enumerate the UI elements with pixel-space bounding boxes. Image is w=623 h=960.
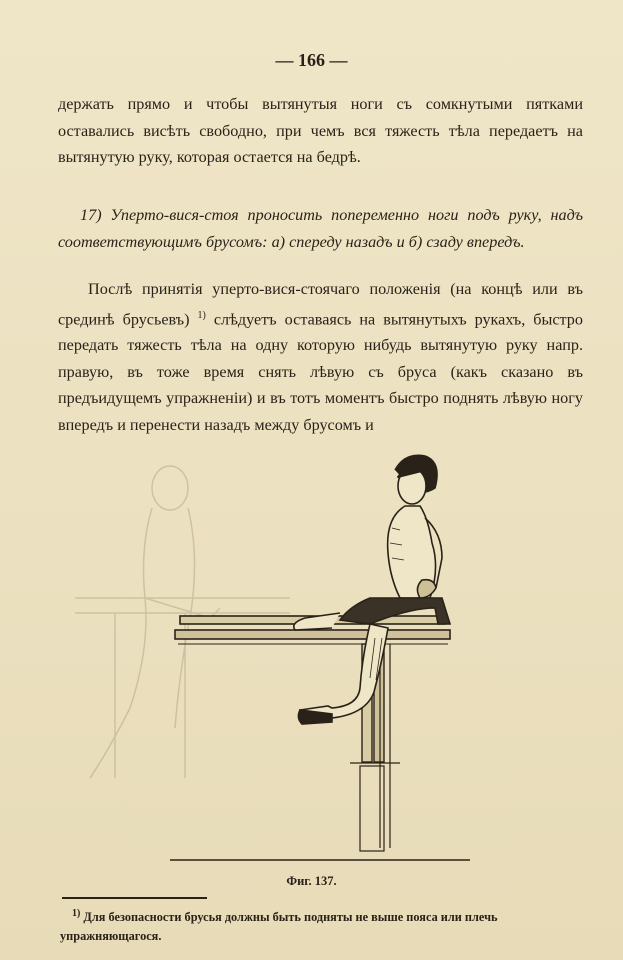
figure-illustration bbox=[70, 448, 580, 868]
gymnast-on-parallel-bars-illustration bbox=[70, 448, 580, 868]
footnote-marker: 1) bbox=[72, 908, 81, 919]
page-number: — 166 — bbox=[275, 50, 348, 70]
footnote-reference: 1) bbox=[197, 309, 206, 321]
paragraph-text-part-1: Послѣ принятія уперто-вися-стоячаго положенія (на концѣ или въ срединѣ брусьевъ) bbox=[58, 280, 583, 328]
footnote bbox=[60, 905, 582, 945]
exercise-heading: 17) Уперто-вися-стоя проносить попеременно ноги подъ руку, надъ соответствующимъ брусомъ: а) спереду назадъ и б) сзаду впередъ. bbox=[58, 206, 583, 251]
paragraph-continuation: держать прямо и чтобы вытянутыя ноги съ сомкнутыми пятками оставались висѣть свободно, при чемъ вся тяжесть тѣла передаетъ на вытянутую руку, которая остается на бедрѣ. bbox=[58, 95, 583, 166]
paragraph-exercise-description bbox=[58, 276, 583, 438]
figure-caption: Фиг. 137. bbox=[286, 874, 337, 888]
paragraph-text-part-2: слѣдуетъ оставаясь на вытянутыхъ рукахъ, быстро передать тяжесть тѣла на одну которую нибудь вытянутую руку напр. правую, въ тоже время снять лѣвую съ бруса (какъ сказано въ предъидущемъ упражненіи) и въ тотъ моментъ быстро поднять лѣвую ногу впередъ и перенести назадъ между брусомъ и bbox=[58, 309, 583, 434]
footnote-text: Для безопасности брусья должны быть подняты не выше пояса или плечь упражняющагося. bbox=[60, 910, 498, 943]
footnote-rule bbox=[62, 897, 207, 899]
